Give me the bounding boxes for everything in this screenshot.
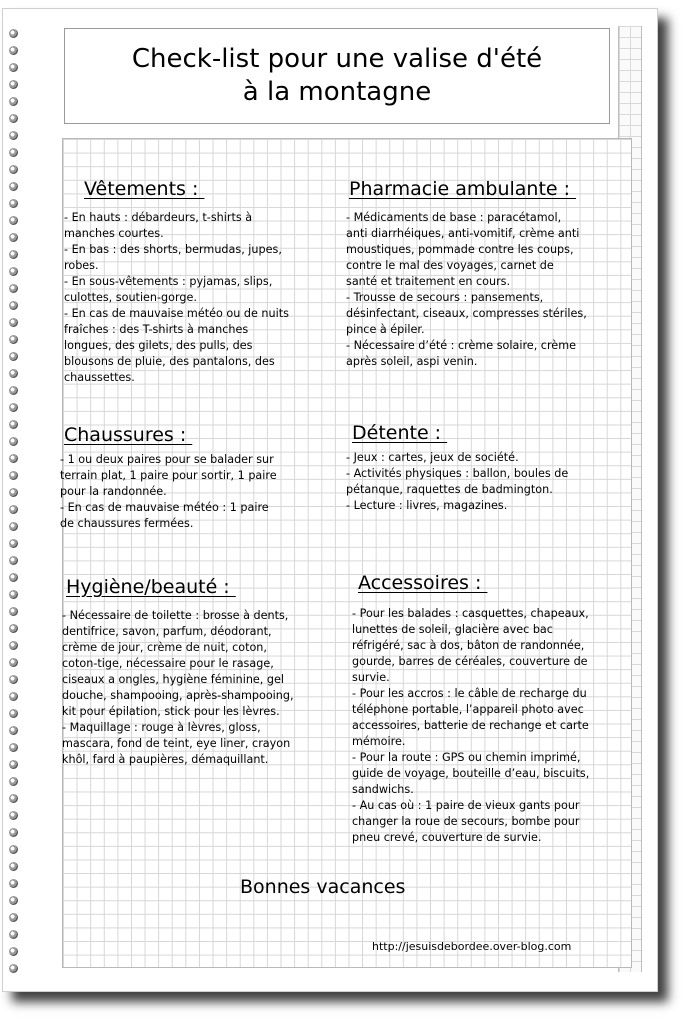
binding-hole	[9, 930, 18, 939]
binding-hole	[9, 114, 18, 123]
section-heading: Chaussures :	[64, 424, 193, 446]
binding-hole	[9, 913, 18, 922]
list-line: - Maquillage : rouge à lèvres, gloss,	[62, 721, 261, 734]
binding-hole	[9, 760, 18, 769]
section-hygiene	[62, 576, 294, 768]
section-heading: Accessoires :	[358, 572, 488, 594]
binding-hole	[9, 352, 18, 361]
list-line: - Pour la route : GPS ou chemin imprimé,	[352, 751, 581, 764]
binding-hole	[9, 80, 18, 89]
binding-hole	[9, 573, 18, 582]
binding-hole	[9, 46, 18, 55]
binding-hole	[9, 148, 18, 157]
binding-hole	[9, 641, 18, 650]
list-line: - Jeux : cartes, jeux de société.	[346, 451, 519, 464]
list-line: mascara, fond de teint, eye liner, crayon	[62, 737, 291, 750]
binding-hole	[9, 318, 18, 327]
list-line: lunettes de soleil, glacière avec bac	[352, 623, 553, 636]
binding-hole	[9, 63, 18, 72]
list-line: - Trousse de secours : pansements,	[346, 291, 544, 304]
binding-hole	[9, 828, 18, 837]
binding-hole	[9, 743, 18, 752]
list-line: fraîches : des T-shirts à manches	[64, 323, 249, 336]
binding-hole	[9, 845, 18, 854]
list-line: pour la randonnée.	[60, 485, 167, 498]
list-line: - En bas : des shorts, bermudas, jupes,	[64, 243, 282, 256]
binding-hole	[9, 216, 18, 225]
list-line: ciseaux a ongles, hygiène féminine, gel	[62, 673, 285, 686]
binding-hole	[9, 692, 18, 701]
list-line: survie.	[352, 671, 390, 684]
list-line: culottes, soutien-gorge.	[64, 291, 197, 304]
list-line: - Activités physiques : ballon, boules de	[346, 467, 569, 480]
binding-hole	[9, 437, 18, 446]
binding-hole	[9, 284, 18, 293]
list-line: chaussettes.	[64, 371, 135, 384]
list-line: terrain plat, 1 paire pour sortir, 1 paire	[60, 469, 277, 482]
binding-hole	[9, 794, 18, 803]
section-lines	[60, 452, 277, 532]
list-line: - Lecture : livres, magazines.	[346, 499, 508, 512]
binding-hole	[9, 471, 18, 480]
binding-hole	[9, 505, 18, 514]
list-line: - Médicaments de base : paracétamol,	[346, 211, 562, 224]
list-line: téléphone portable, l’appareil photo avec	[352, 703, 584, 716]
list-line: pince à épiler.	[346, 323, 425, 336]
section-heading: Pharmacie ambulante :	[349, 178, 577, 200]
binding-hole	[9, 29, 18, 38]
list-line: pétanque, raquettes de badmington.	[346, 483, 553, 496]
footer-message: Bonnes vacances	[240, 876, 406, 898]
list-line: - 1 ou deux paires pour se balader sur	[60, 453, 274, 466]
list-line: - Nécessaire d’été : crème solaire, crème	[346, 339, 576, 352]
list-line: coton-tige, nécessaire pour le rasage,	[62, 657, 274, 670]
list-line: longues, des gilets, des pulls, des	[64, 339, 253, 352]
list-line: - Au cas où : 1 paire de vieux gants pour	[352, 799, 580, 812]
binding-hole	[9, 454, 18, 463]
list-line: changer la roue de secours, bombe pour	[352, 815, 580, 828]
list-line: - En cas de mauvaise météo : 1 paire	[60, 501, 269, 514]
list-line: sandwichs.	[352, 783, 414, 796]
list-line: - En hauts : débardeurs, t-shirts à	[64, 211, 253, 224]
list-line: dentifrice, savon, parfum, déodorant,	[62, 625, 272, 638]
binding-hole	[9, 896, 18, 905]
list-line: - Pour les balades : casquettes, chapeaux,	[352, 607, 589, 620]
list-line: après soleil, aspi venin.	[346, 355, 478, 368]
binding-hole	[9, 964, 18, 973]
binding-hole	[9, 97, 18, 106]
spiral-binding	[3, 29, 27, 989]
binding-hole	[9, 420, 18, 429]
binding-hole	[9, 522, 18, 531]
list-line: moustiques, pommade contre les coups,	[346, 243, 574, 256]
list-line: anti diarrhéiques, anti-vomitif, crème anti	[346, 227, 580, 240]
section-chaussures	[60, 424, 277, 532]
list-line: mémoire.	[352, 735, 406, 748]
binding-hole	[9, 658, 18, 667]
list-line: robes.	[64, 259, 99, 272]
binding-hole	[9, 131, 18, 140]
list-line: blousons de pluie, des pantalons, des	[64, 355, 275, 368]
list-line: crème de jour, crème de nuit, coton,	[62, 641, 267, 654]
section-heading: Vêtements :	[84, 178, 205, 200]
blog-url: http://jesuisdebordee.over-blog.com	[372, 940, 572, 953]
binding-hole	[9, 811, 18, 820]
binding-hole	[9, 726, 18, 735]
list-line: douche, shampooing, après-shampooing,	[62, 689, 294, 702]
binding-hole	[9, 862, 18, 871]
binding-hole	[9, 165, 18, 174]
list-line: - Nécessaire de toilette : brosse à dents,	[62, 609, 289, 622]
binding-hole	[9, 675, 18, 684]
binding-hole	[9, 233, 18, 242]
section-lines	[64, 210, 289, 386]
binding-hole	[9, 267, 18, 276]
section-heading: Détente :	[352, 422, 448, 444]
list-line: - En cas de mauvaise météo ou de nuits	[64, 307, 289, 320]
binding-hole	[9, 199, 18, 208]
binding-hole	[9, 607, 18, 616]
list-line: manches courtes.	[64, 227, 164, 240]
list-line: khôl, fard à paupières, démaquillant.	[62, 753, 269, 766]
section-pharmacie	[346, 178, 587, 370]
section-detente	[346, 422, 568, 514]
binding-hole	[9, 301, 18, 310]
section-vetements	[64, 178, 289, 386]
binding-hole	[9, 947, 18, 956]
binding-hole	[9, 369, 18, 378]
list-line: contre le mal des voyages, carnet de	[346, 259, 554, 272]
list-line: guide de voyage, bouteille d’eau, biscuits,	[352, 767, 590, 780]
list-line: accessoires, batterie de rechange et carte	[352, 719, 589, 732]
binding-hole	[9, 590, 18, 599]
list-line: réfrigéré, sac à dos, bâton de randonnée,	[352, 639, 585, 652]
binding-hole	[9, 539, 18, 548]
list-line: pneu crevé, couverture de survie.	[352, 831, 542, 844]
section-lines	[352, 606, 589, 846]
binding-hole	[9, 386, 18, 395]
binding-hole	[9, 250, 18, 259]
title-line-2: à la montagne	[242, 77, 432, 107]
binding-hole	[9, 709, 18, 718]
list-line: santé et traitement en cours.	[346, 275, 511, 288]
binding-hole	[9, 879, 18, 888]
binding-hole	[9, 335, 18, 344]
section-lines	[62, 608, 294, 768]
list-line: désinfectant, ciseaux, compresses stériles,	[346, 307, 587, 320]
list-line: - En sous-vêtements : pyjamas, slips,	[64, 275, 273, 288]
list-line: kit pour épilation, stick pour les lèvres.	[62, 705, 280, 718]
list-line: de chaussures fermées.	[60, 517, 194, 530]
section-lines	[346, 210, 587, 370]
binding-hole	[9, 182, 18, 191]
list-line: - Pour les accros : le câble de recharge du	[352, 687, 587, 700]
binding-hole	[9, 777, 18, 786]
list-line: gourde, barres de céréales, couverture de	[352, 655, 588, 668]
title-line-1: Check-list pour une valise d'été	[131, 44, 543, 74]
binding-hole	[9, 488, 18, 497]
section-accessoires	[352, 572, 589, 846]
binding-hole	[9, 624, 18, 633]
title-box	[64, 28, 610, 124]
binding-hole	[9, 556, 18, 565]
section-heading: Hygiène/beauté :	[66, 576, 236, 598]
section-lines	[346, 450, 568, 514]
binding-hole	[9, 403, 18, 412]
